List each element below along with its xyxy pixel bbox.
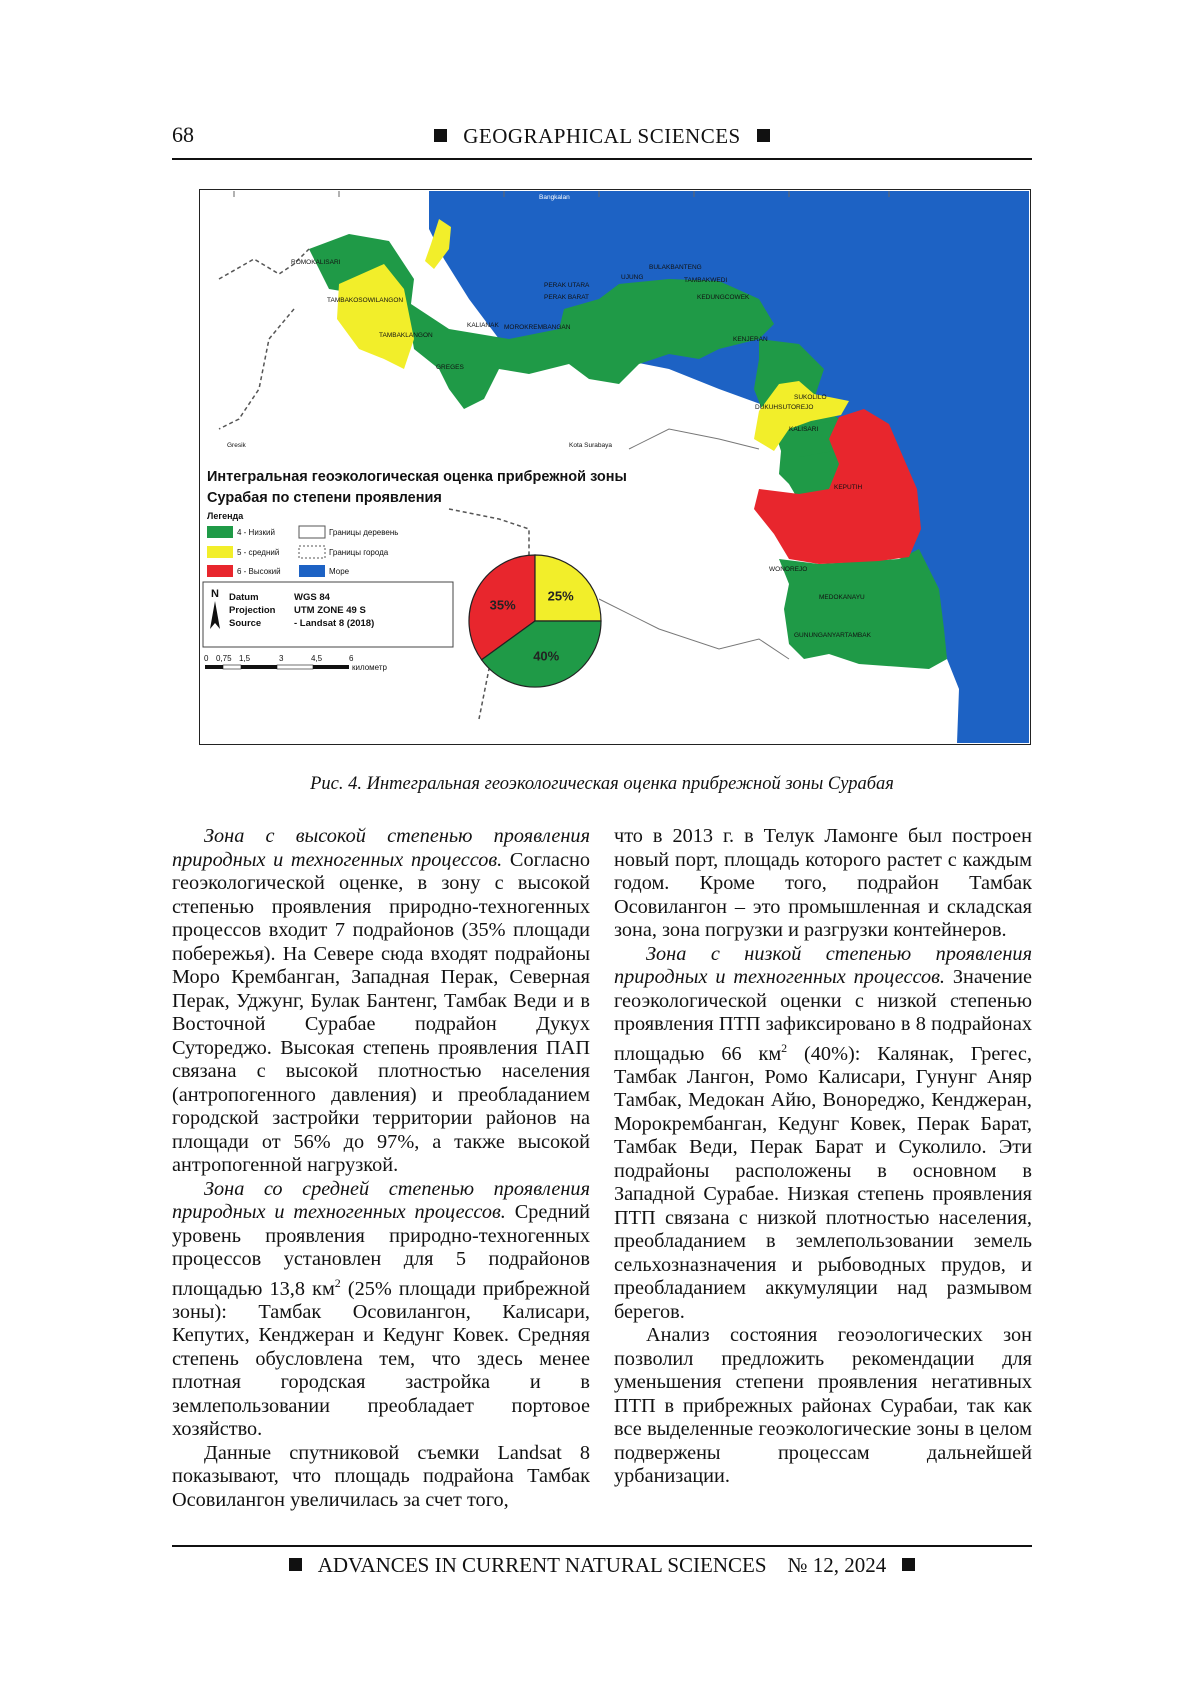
label-ujung: UJUNG [621,274,644,281]
page-number: 68 [172,122,194,147]
label-kalisari: KALISARI [789,426,819,433]
label-kota-surabaya: Kota Surabaya [569,442,613,449]
legend-label-high: 6 - Высокий [237,567,281,576]
square-bullet-icon [757,129,770,142]
label-tambaklangon: TAMBAKLANGON [379,332,433,339]
label-morokrembangan: MOROKREMBANGAN [504,324,571,331]
scale-tick-2: 1,5 [239,654,251,663]
zone-heading-high: Зона с высокой степенью проявления природных и техногенных процессов. [172,825,590,871]
map-title-line1: Интегральная геоэкологическая оценка прибрежной зоны [207,469,627,485]
label-tambakwedi: TAMBAKWEDI [684,277,728,284]
scale-tick-3: 3 [279,654,284,663]
scale-unit: километр [352,663,387,672]
legend-label-low: 4 - Низкий [237,528,275,537]
scale-tick-0: 0 [204,654,209,663]
legend-label-sea: Море [329,567,350,576]
text-column-left [172,825,590,1512]
source-value: - Landsat 8 (2018) [294,618,375,629]
legend-label-village-boundary: Границы деревень [329,528,399,537]
label-keputih: KEPUTIH [834,484,863,491]
label-dukuhsutorejo: DUKUHSUTOREJO [755,404,814,411]
section-title-text: GEOGRAPHICAL SCIENCES [463,124,741,148]
legend-label-medium: 5 - средний [237,548,280,557]
zone-heading-medium: Зона со средней степенью проявления природных и техногенных процессов. [172,1177,590,1223]
legend-swatch-city-boundary [299,546,325,558]
square-bullet-icon [434,129,447,142]
north-label: N [211,588,219,600]
paragraph: Данные спутниковой съемки Landsat 8 показывают, что площадь подрайона Тамбак Осовилангон увеличилась за счет того, [172,1441,590,1511]
legend-swatch-sea [299,565,325,577]
square-bullet-icon [902,1558,915,1571]
label-kenjeran: KENJERAN [733,336,768,343]
scale-tick-4: 4,5 [311,654,323,663]
footer-rule [172,1545,1032,1547]
footer-journal: ADVANCES IN CURRENT NATURAL SCIENCES [317,1553,767,1577]
paragraph: Зона со средней степенью проявления природных и техногенных процессов. Средний уровень проявления природно-техногенных процессов установлен для 5 подрайонов площадью 13,8 $км^2$ (25% площади прибрежной зоны): Тамбак Осовилангон, Калисари, Кепутих, Кенджеран и Кедунг Ковек. Средняя степень обусловлена тем, что здесь менее плотная городская застройка и в землепользовании преобладает портовое хозяйство. [172,1177,590,1441]
paragraph: Зона с низкой степенью проявления природных и техногенных процессов. Значение геоэкологической оценки с низкой степенью проявления ПТП зафиксировано в 8 подрайонах площадью 66 $км^2$ (40%): Калянак, Грегес, Тамбак Лангон, Ромо Калисари, Гунунг Аняр Тамбак, Медокан Айю, Вонореджо, Кенджеран, Морокрембанган, Кедунг Ковек, Перак Барат, Тамбак Веди, Перак Барат и Суколило. Эти подрайоны расположены в основном в Западной Сурабае. Низкая степень проявления ПТП связана с низкой плотностью населения, преобладанием в землепользовании земель сельхозназначения и рыбоводных прудов, и преобладанием аккумуляции над размывом берегов. [614,942,1032,1323]
square-bullet-icon [289,1558,302,1571]
projection-value: UTM ZONE 49 S [294,605,366,616]
datum-value: WGS 84 [294,592,330,603]
paragraph: Зона с высокой степенью проявления природных и техногенных процессов. Согласно геоэкологической оценке, в зону с высокой степенью проявления природно-техногенных процессов входит 7 подрайонов (35% площади побережья). На Севере сюда входят подрайоны Моро Крембанган, Западная Перак, Северная Перак, Уджунг, Булак Бантенг, Тамбак Веди и в Восточной Сурабае подрайон Дукух Сутореджо. Высокая степень проявления ПАП связана с высокой плотностью населения (антропогенного давления) и преобладанием городской застройки территории районов на площади от 56% до 97%, а также высокой антропогенной нагрузкой. [172,825,590,1176]
figure-map [199,189,1031,745]
label-gununganyartambak: GUNUNGANYARTAMBAK [794,632,871,639]
header-rule [172,158,1032,160]
label-perak-barat: PERAK BARAT [544,294,590,301]
page-footer [172,1553,1032,1578]
label-bulakbanteng: BULAKBANTENG [649,264,702,271]
label-bangkalan: Bangkalan [539,194,570,201]
page-header [172,120,1032,156]
datum-label: Datum [229,592,259,603]
label-gresik: Gresik [227,442,246,449]
pie-chart [469,555,601,687]
label-perak-utara: PERAK UTARA [544,282,590,289]
scale-tick-5: 6 [349,654,354,663]
pie-label-2: 40% [533,648,560,664]
label-kalianak: KALIANAK [467,322,499,329]
label-greges: GREGES [436,364,464,371]
legend-swatch-high [207,565,233,577]
source-label: Source [229,618,262,629]
pie-label-1: 25% [547,588,574,604]
legend-swatch-low [207,526,233,538]
label-sukolilo: SUKOLILO [794,394,827,401]
paragraph: что в 2013 г. в Телук Ламонге был построен новый порт, площадь которого растет с каждым годом. Кроме того, подрайон Тамбак Осовилангон – это промышленная и складская зона, зона погрузки и разгрузки контейнеров. [614,825,1032,941]
legend-label-city-boundary: Границы города [329,548,389,557]
pie-label-0: 35% [489,597,516,613]
label-kedungcowek: KEDUNGCOWEK [697,294,750,301]
map-title-line2: Сурабая по степени проявления [207,490,442,506]
paragraph: Анализ состояния геоэологических зон позволил предложить рекомендации для уменьшения степени проявления негативных ПТП в прибрежных районах Сурабаи, так как все выделенные геоэкологические зоны в целом подвержены процессам дальнейшей урбанизации. [614,1324,1032,1488]
legend-swatch-medium [207,546,233,558]
label-tambakosowilangon: TAMBAKOSOWILANGON [327,297,404,304]
zone-heading-low: Зона с низкой степенью проявления природных и техногенных процессов. [614,942,1032,988]
legend-title: Легенда [207,511,244,521]
text-column-right [614,825,1032,1489]
label-wonorejo: WONOREJO [769,566,808,573]
projection-label: Projection [229,605,276,616]
scale-tick-1: 0,75 [216,654,232,663]
figure-caption: Рис. 4. Интегральная геоэкологическая оценка прибрежной зоны Сурабая [310,774,894,794]
footer-issue: № 12, 2024 [787,1553,887,1577]
label-romokalisari: ROMOKALISARI [291,259,341,266]
section-title [172,124,1032,149]
legend-swatch-village-boundary [299,526,325,538]
label-medokanayu: MEDOKANAYU [819,594,865,601]
